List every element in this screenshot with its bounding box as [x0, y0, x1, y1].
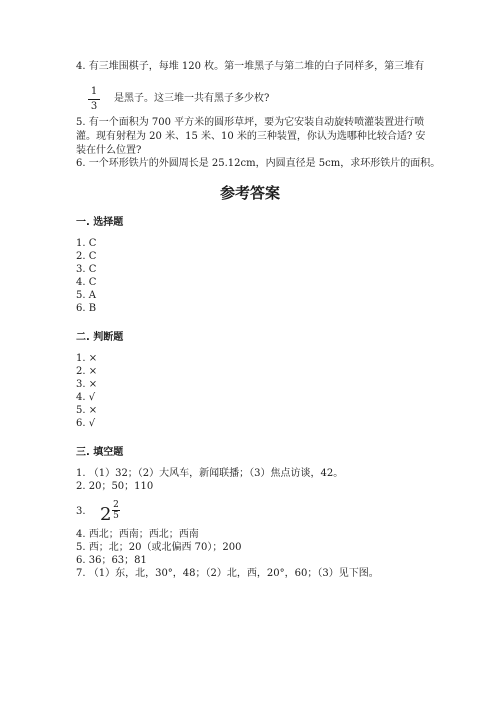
question-4-line-1: 4. 有三堆围棋子，每堆 120 枚。第一堆黑子与第二堆的白子同样多，第三堆有 — [76, 61, 425, 72]
fraction-numerator: 1 — [90, 86, 98, 97]
question-5-line-2: 灌。现有射程为 20 米、15 米、10 米的三种装置，你认为选哪种比较合适? 安 — [76, 131, 426, 142]
section-3-item-1: 1. （1）32；（2）大风车，新闻联播；（3）焦点访谈，42。 — [76, 468, 344, 479]
fraction-bar — [88, 99, 100, 100]
section-1-item: 2. C — [76, 251, 97, 262]
section-2-item: 3. × — [76, 379, 98, 390]
section-2-item: 4. √ — [76, 392, 96, 403]
section-2-item: 6. √ — [76, 418, 96, 429]
section-2-item: 1. × — [76, 353, 98, 364]
mixed-fraction-numerator: 2 — [113, 500, 119, 510]
section-1-item: 1. C — [76, 238, 97, 249]
section-3-item-5: 5. 西；北；20（或北偏西 70）；200 — [76, 542, 242, 553]
section-1-item: 4. C — [76, 277, 97, 288]
section-1-item: 6. B — [76, 303, 97, 314]
section-2-heading: 二. 判断题 — [76, 332, 124, 343]
question-4-line-2: 是黑子。这三堆一共有黑子多少枚? — [114, 93, 270, 104]
answers-title: 参考答案 — [219, 184, 280, 202]
mixed-number-fraction — [112, 500, 120, 521]
question-5-line-3: 装在什么位置? — [76, 145, 142, 156]
fraction-denominator: 3 — [90, 101, 98, 112]
section-3-item-3-label: 3. — [76, 506, 86, 517]
section-3-item-2: 2. 20；50；110 — [76, 481, 154, 492]
question-5-line-1: 5. 有一个面积为 700 平方米的圆形草坪，要为它安装自动旋转喷灌装置进行喷 — [76, 117, 425, 128]
section-1-item: 3. C — [76, 264, 97, 275]
mixed-fraction-denominator: 5 — [113, 511, 119, 521]
section-2-item: 5. × — [76, 405, 98, 416]
mixed-number-whole: 2 — [100, 504, 112, 525]
question-6-line-1: 6. 一个环形铁片的外圆周长是 25.12cm，内圆直径是 5cm，求环形铁片的面积。 — [76, 158, 441, 169]
section-3-heading: 三. 填空题 — [76, 447, 124, 458]
section-1-item: 5. A — [76, 290, 96, 301]
section-3-item-4: 4. 西北；西南；西北；西南 — [76, 529, 199, 540]
section-2-item: 2. × — [76, 366, 98, 377]
question-4-fraction — [88, 86, 100, 113]
section-3-item-7: 7. （1）东，北，30°，48；（2）北，西，20°，60；（3）见下图。 — [76, 568, 379, 579]
section-3-item-6: 6. 36；63；81 — [76, 555, 147, 566]
section-1-heading: 一. 选择题 — [76, 217, 124, 228]
